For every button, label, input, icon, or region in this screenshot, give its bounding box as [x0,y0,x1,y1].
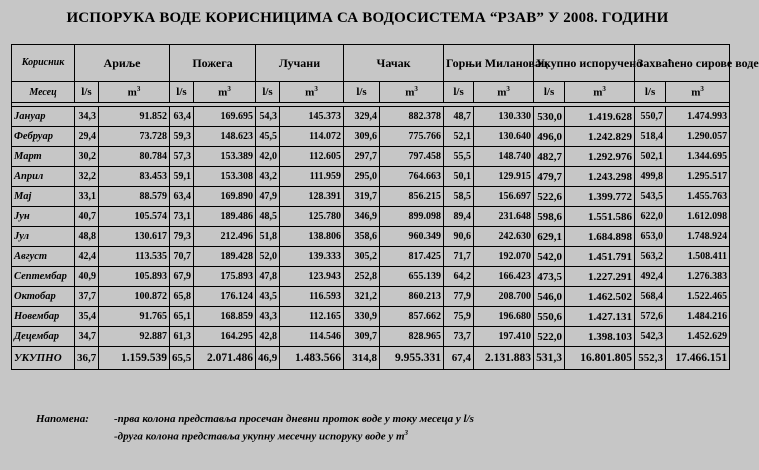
flow-cell: 90,6 [444,227,474,247]
volume-cell: 169.695 [194,107,256,127]
total-row [12,347,730,370]
volume-cell: 128.391 [280,187,344,207]
flow-cell: 77,9 [444,287,474,307]
volume-cell: 9.955.331 [380,347,444,370]
unit-exponent: 3 [506,85,510,94]
month-cell: Април [12,167,75,187]
month-cell: УКУПНО [12,347,75,370]
flow-cell: 542,0 [534,247,565,267]
flow-cell: 629,1 [534,227,565,247]
flow-cell: 622,0 [635,207,666,227]
flow-cell: 346,9 [344,207,380,227]
flow-cell: 65,1 [170,307,194,327]
flow-cell: 65,5 [170,347,194,370]
flow-cell: 32,2 [75,167,99,187]
unit-exponent: 3 [602,85,606,94]
volume-cell: 139.333 [280,247,344,267]
volume-cell: 1.295.517 [666,167,730,187]
volume-cell: 73.728 [99,127,170,147]
month-cell: Мај [12,187,75,207]
flow-cell: 71,7 [444,247,474,267]
notes-label: Напомена: [36,413,89,425]
volume-cell: 856.215 [380,187,444,207]
header-row-users [12,45,730,82]
unit-exponent: 3 [700,85,704,94]
flow-cell: 67,4 [444,347,474,370]
flow-cell: 653,0 [635,227,666,247]
volume-cell: 1.243.298 [565,167,635,187]
volume-cell: 168.859 [194,307,256,327]
unit-header-m3 [474,82,534,103]
flow-cell: 572,6 [635,307,666,327]
volume-cell: 92.887 [99,327,170,347]
volume-cell: 1.419.628 [565,107,635,127]
volume-cell: 1.483.566 [280,347,344,370]
flow-cell: 552,3 [635,347,666,370]
flow-cell: 45,5 [256,127,280,147]
volume-cell: 1.227.291 [565,267,635,287]
volume-cell: 125.780 [280,207,344,227]
flow-cell: 59,3 [170,127,194,147]
flow-cell: 522,6 [534,187,565,207]
flow-cell: 48,7 [444,107,474,127]
group-header-gornji-milanovac: Горњи Милановац [444,45,534,82]
volume-cell: 857.662 [380,307,444,327]
volume-cell: 1.474.993 [666,107,730,127]
table-row [12,267,730,287]
flow-cell: 479,7 [534,167,565,187]
flow-cell: 33,1 [75,187,99,207]
group-header-total-delivered: Укупно испоручено [534,45,635,82]
volume-cell: 197.410 [474,327,534,347]
volume-cell: 153.308 [194,167,256,187]
flow-cell: 329,4 [344,107,380,127]
flow-cell: 29,4 [75,127,99,147]
volume-cell: 153.389 [194,147,256,167]
flow-cell: 40,9 [75,267,99,287]
flow-cell: 550,7 [635,107,666,127]
table-row [12,287,730,307]
month-cell: Јун [12,207,75,227]
month-cell: Децембар [12,327,75,347]
volume-cell: 192.070 [474,247,534,267]
unit-header-m3 [194,82,256,103]
volume-cell: 231.648 [474,207,534,227]
flow-cell: 30,2 [75,147,99,167]
volume-cell: 105.574 [99,207,170,227]
unit-header-m3 [666,82,730,103]
unit-exponent: 3 [314,85,318,94]
flow-cell: 43,2 [256,167,280,187]
volume-cell: 16.801.805 [565,347,635,370]
volume-cell: 1.398.103 [565,327,635,347]
month-cell: Јул [12,227,75,247]
month-cell: Фебруар [12,127,75,147]
flow-cell: 64,2 [444,267,474,287]
volume-cell: 899.098 [380,207,444,227]
flow-cell: 57,3 [170,147,194,167]
month-cell: Новембар [12,307,75,327]
volume-cell: 212.496 [194,227,256,247]
group-header-pozega: Пожега [170,45,256,82]
note-line-2: -друга колона представља укупну месечну испоруку воде у m [114,430,405,443]
unit-header-ls: l/s [75,82,99,103]
note-line-2-exponent: 3 [404,429,409,437]
flow-cell: 309,7 [344,327,380,347]
corner-month-label: Месец [12,82,75,103]
unit-header-m3 [99,82,170,103]
table-row [12,187,730,207]
volume-cell: 655.139 [380,267,444,287]
flow-cell: 42,4 [75,247,99,267]
flow-cell: 48,8 [75,227,99,247]
volume-cell: 91.852 [99,107,170,127]
flow-cell: 61,3 [170,327,194,347]
note-line-1: -прва колона представља просечан дневни проток воде у току месеца у l/s [114,413,474,425]
flow-cell: 73,1 [170,207,194,227]
volume-cell: 817.425 [380,247,444,267]
volume-cell: 113.535 [99,247,170,267]
flow-cell: 36,7 [75,347,99,370]
table-row [12,247,730,267]
flow-cell: 43,5 [256,287,280,307]
volume-cell: 80.784 [99,147,170,167]
flow-cell: 542,3 [635,327,666,347]
volume-cell: 196.680 [474,307,534,327]
volume-cell: 100.872 [99,287,170,307]
corner-user-label: Корисник [12,45,75,82]
volume-cell: 88.579 [99,187,170,207]
unit-header-ls: l/s [534,82,565,103]
group-header-lucani: Лучани [256,45,344,82]
flow-cell: 314,8 [344,347,380,370]
flow-cell: 321,2 [344,287,380,307]
unit-m: m [691,86,701,99]
table-row [12,167,730,187]
flow-cell: 47,9 [256,187,280,207]
volume-cell: 130.617 [99,227,170,247]
volume-cell: 764.663 [380,167,444,187]
volume-cell: 242.630 [474,227,534,247]
flow-cell: 543,5 [635,187,666,207]
flow-cell: 330,9 [344,307,380,327]
flow-cell: 499,8 [635,167,666,187]
flow-cell: 598,6 [534,207,565,227]
unit-header-ls: l/s [170,82,194,103]
month-cell: Март [12,147,75,167]
flow-cell: 34,7 [75,327,99,347]
flow-cell: 42,0 [256,147,280,167]
flow-cell: 297,7 [344,147,380,167]
volume-cell: 175.893 [194,267,256,287]
flow-cell: 51,8 [256,227,280,247]
flow-cell: 73,7 [444,327,474,347]
volume-cell: 1.344.695 [666,147,730,167]
volume-cell: 105.893 [99,267,170,287]
unit-header-m3 [280,82,344,103]
flow-cell: 568,4 [635,287,666,307]
flow-cell: 46,9 [256,347,280,370]
volume-cell: 83.453 [99,167,170,187]
volume-cell: 1.748.924 [666,227,730,247]
header-row-units [12,82,730,103]
flow-cell: 563,2 [635,247,666,267]
unit-header-ls: l/s [635,82,666,103]
volume-cell: 145.373 [280,107,344,127]
flow-cell: 309,6 [344,127,380,147]
volume-cell: 1.684.898 [565,227,635,247]
volume-cell: 1.451.791 [565,247,635,267]
table-row [12,107,730,127]
unit-exponent: 3 [136,85,141,94]
unit-header-ls: l/s [344,82,380,103]
month-cell: Октобар [12,287,75,307]
volume-cell: 166.423 [474,267,534,287]
volume-cell: 111.959 [280,167,344,187]
flow-cell: 518,4 [635,127,666,147]
flow-cell: 34,3 [75,107,99,127]
volume-cell: 860.213 [380,287,444,307]
volume-cell: 148.740 [474,147,534,167]
flow-cell: 252,8 [344,267,380,287]
volume-cell: 828.965 [380,327,444,347]
notes [36,412,474,444]
volume-cell: 116.593 [280,287,344,307]
flow-cell: 37,7 [75,287,99,307]
unit-m: m [218,86,228,99]
group-header-raw-water: Захваћено сирове воде [635,45,730,82]
flow-cell: 550,6 [534,307,565,327]
unit-m: m [127,86,137,99]
volume-cell: 1.399.772 [565,187,635,207]
flow-cell: 305,2 [344,247,380,267]
flow-cell: 50,1 [444,167,474,187]
month-cell: Септембар [12,267,75,287]
volume-cell: 123.943 [280,267,344,287]
volume-cell: 114.072 [280,127,344,147]
volume-cell: 882.378 [380,107,444,127]
group-header-cacak: Чачак [344,45,444,82]
unit-m: m [305,86,315,99]
flow-cell: 295,0 [344,167,380,187]
flow-cell: 75,9 [444,307,474,327]
volume-cell: 1.455.763 [666,187,730,207]
flow-cell: 522,0 [534,327,565,347]
table-row [12,327,730,347]
flow-cell: 492,4 [635,267,666,287]
table-row [12,207,730,227]
volume-cell: 1.551.586 [565,207,635,227]
volume-cell: 91.765 [99,307,170,327]
month-cell: Јануар [12,107,75,127]
volume-cell: 112.165 [280,307,344,327]
volume-cell: 1.242.829 [565,127,635,147]
volume-cell: 1.522.465 [666,287,730,307]
unit-m: m [405,86,415,99]
flow-cell: 47,8 [256,267,280,287]
unit-exponent: 3 [414,85,418,94]
unit-header-m3 [380,82,444,103]
flow-cell: 35,4 [75,307,99,327]
volume-cell: 1.484.216 [666,307,730,327]
volume-cell: 775.766 [380,127,444,147]
flow-cell: 40,7 [75,207,99,227]
volume-cell: 138.806 [280,227,344,247]
flow-cell: 546,0 [534,287,565,307]
unit-m: m [497,86,507,99]
volume-cell: 1.292.976 [565,147,635,167]
volume-cell: 114.546 [280,327,344,347]
flow-cell: 70,7 [170,247,194,267]
volume-cell: 1.452.629 [666,327,730,347]
flow-cell: 59,1 [170,167,194,187]
table-row [12,307,730,327]
flow-cell: 319,7 [344,187,380,207]
unit-header-m3 [565,82,635,103]
flow-cell: 67,9 [170,267,194,287]
flow-cell: 89,4 [444,207,474,227]
unit-exponent: 3 [227,85,231,94]
flow-cell: 358,6 [344,227,380,247]
volume-cell: 112.605 [280,147,344,167]
unit-header-ls: l/s [256,82,280,103]
volume-cell: 156.697 [474,187,534,207]
flow-cell: 63,4 [170,107,194,127]
volume-cell: 960.349 [380,227,444,247]
flow-cell: 531,3 [534,347,565,370]
volume-cell: 2.131.883 [474,347,534,370]
volume-cell: 169.890 [194,187,256,207]
flow-cell: 58,5 [444,187,474,207]
volume-cell: 208.700 [474,287,534,307]
volume-cell: 1.427.131 [565,307,635,327]
flow-cell: 530,0 [534,107,565,127]
flow-cell: 48,5 [256,207,280,227]
group-header-arilje: Ариље [75,45,170,82]
volume-cell: 129.915 [474,167,534,187]
volume-cell: 2.071.486 [194,347,256,370]
unit-header-ls: l/s [444,82,474,103]
volume-cell: 1.159.539 [99,347,170,370]
volume-cell: 797.458 [380,147,444,167]
volume-cell: 164.295 [194,327,256,347]
water-delivery-table [11,44,759,370]
volume-cell: 148.623 [194,127,256,147]
flow-cell: 42,8 [256,327,280,347]
flow-cell: 65,8 [170,287,194,307]
flow-cell: 79,3 [170,227,194,247]
month-cell: Август [12,247,75,267]
flow-cell: 52,1 [444,127,474,147]
page-title: ИСПОРУКА ВОДЕ КОРИСНИЦИМА СА ВОДОСИСТЕМА “РЗАВ” У 2008. ГОДИНИ [66,10,669,26]
volume-cell: 1.290.057 [666,127,730,147]
volume-cell: 1.276.383 [666,267,730,287]
flow-cell: 54,3 [256,107,280,127]
unit-m: m [593,86,603,99]
flow-cell: 502,1 [635,147,666,167]
volume-cell: 176.124 [194,287,256,307]
flow-cell: 43,3 [256,307,280,327]
volume-cell: 189.486 [194,207,256,227]
flow-cell: 63,4 [170,187,194,207]
flow-cell: 496,0 [534,127,565,147]
flow-cell: 55,5 [444,147,474,167]
table-row [12,147,730,167]
volume-cell: 130.330 [474,107,534,127]
volume-cell: 1.508.411 [666,247,730,267]
volume-cell: 17.466.151 [666,347,730,370]
volume-cell: 1.612.098 [666,207,730,227]
volume-cell: 130.640 [474,127,534,147]
table-row [12,227,730,247]
volume-cell: 1.462.502 [565,287,635,307]
volume-cell: 189.428 [194,247,256,267]
flow-cell: 52,0 [256,247,280,267]
flow-cell: 473,5 [534,267,565,287]
flow-cell: 482,7 [534,147,565,167]
table-row [12,127,730,147]
